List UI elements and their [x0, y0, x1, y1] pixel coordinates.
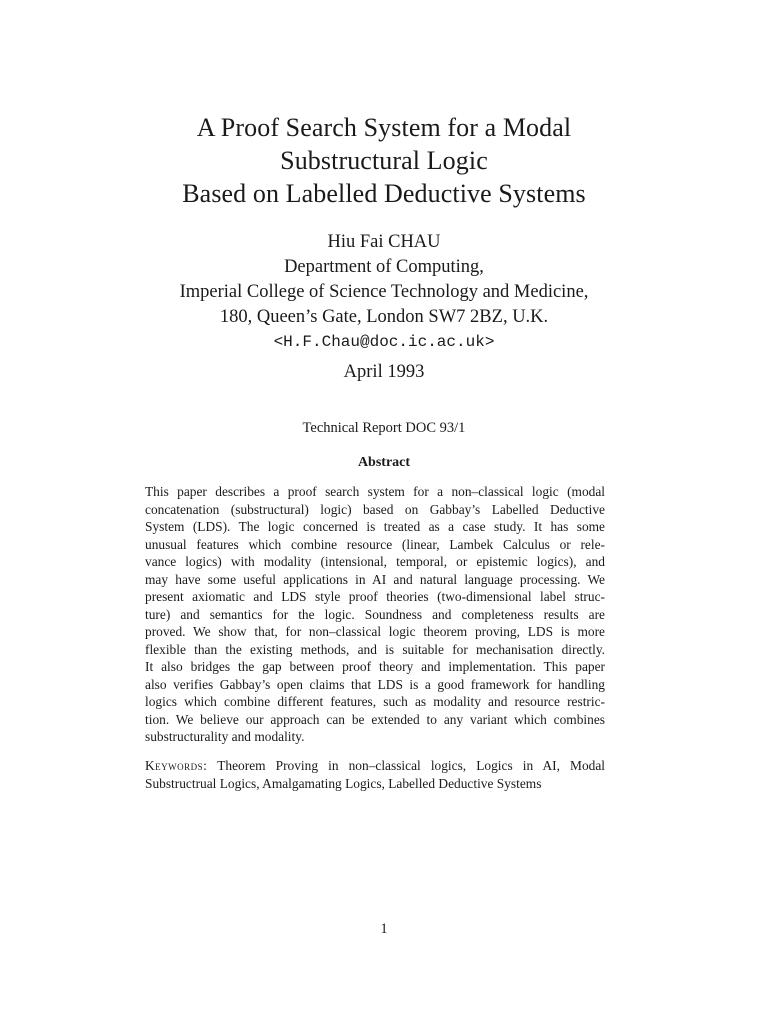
abstract-line: tion. We believe our approach can be extended to any variant which combines	[145, 711, 605, 727]
title-line-2: Substructural Logic	[280, 146, 488, 175]
abstract-line: System (LDS). The logic concerned is treated as a case study. It has some	[145, 519, 605, 534]
affiliation-line-3: 180, Queen’s Gate, London SW7 2BZ, U.K.	[219, 307, 549, 327]
abstract-line: logics which combine different features, such as modality and resource restric-	[145, 694, 605, 709]
affiliation-line-2: Imperial College of Science Technology and Medicine,	[179, 282, 589, 302]
keywords-line-2: Substructrual Logics, Amalgamating Logics, Labelled Deductive Systems	[145, 776, 542, 791]
author-name: Hiu Fai CHAU	[327, 232, 441, 252]
author-email: <H.F.Chau@doc.ic.ac.uk>	[273, 333, 495, 351]
abstract-line: ture) and semantics for the logic. Soundness and completeness results are	[145, 606, 605, 622]
report-number: Technical Report DOC 93/1	[302, 420, 466, 436]
abstract-line: This paper describes a proof search system for a non–classical logic (modal	[145, 484, 605, 499]
keywords-block	[145, 757, 605, 793]
abstract-line: also verifies Gabbay’s open claims that LDS is a good framework for handling	[145, 676, 605, 692]
abstract-line: unusual features which combine resource (linear, Lambek Calculus or rele-	[145, 536, 605, 552]
keywords-label: Keywords:	[145, 758, 208, 773]
keywords-line-1	[145, 757, 605, 775]
keywords-text-1: Theorem Proving in non–classical logics, Logics in AI, Modal	[217, 758, 606, 773]
title-line-1: A Proof Search System for a Modal	[196, 113, 572, 142]
abstract-line: proved. We show that, for non–classical logic theorem proving, LDS is more	[145, 624, 605, 639]
affiliation-line-1: Department of Computing,	[284, 257, 484, 277]
paper-title	[0, 111, 768, 210]
abstract-line: flexible than the existing methods, and is suitable for mechanisation directly.	[145, 641, 605, 657]
abstract-body	[145, 483, 605, 746]
page-number: 1	[380, 921, 388, 937]
abstract-line: substructurality and modality.	[145, 729, 305, 744]
abstract-line: may have some useful applications in AI and natural language processing. We	[145, 571, 605, 587]
abstract-line: It also bridges the gap between proof theory and implementation. This paper	[145, 659, 605, 674]
author-block	[0, 230, 768, 355]
publication-date: April 1993	[343, 362, 425, 382]
abstract-line: concatenation (substructural) logic) based on Gabbay’s Labelled Deductive	[145, 501, 605, 517]
abstract-heading: Abstract	[357, 455, 411, 470]
abstract-line: present axiomatic and LDS style proof theories (two-dimensional label struc-	[145, 589, 605, 604]
title-line-3: Based on Labelled Deductive Systems	[182, 179, 586, 208]
abstract-line: vance logics) with modality (intensional, temporal, or epistemic logics), and	[145, 554, 605, 569]
